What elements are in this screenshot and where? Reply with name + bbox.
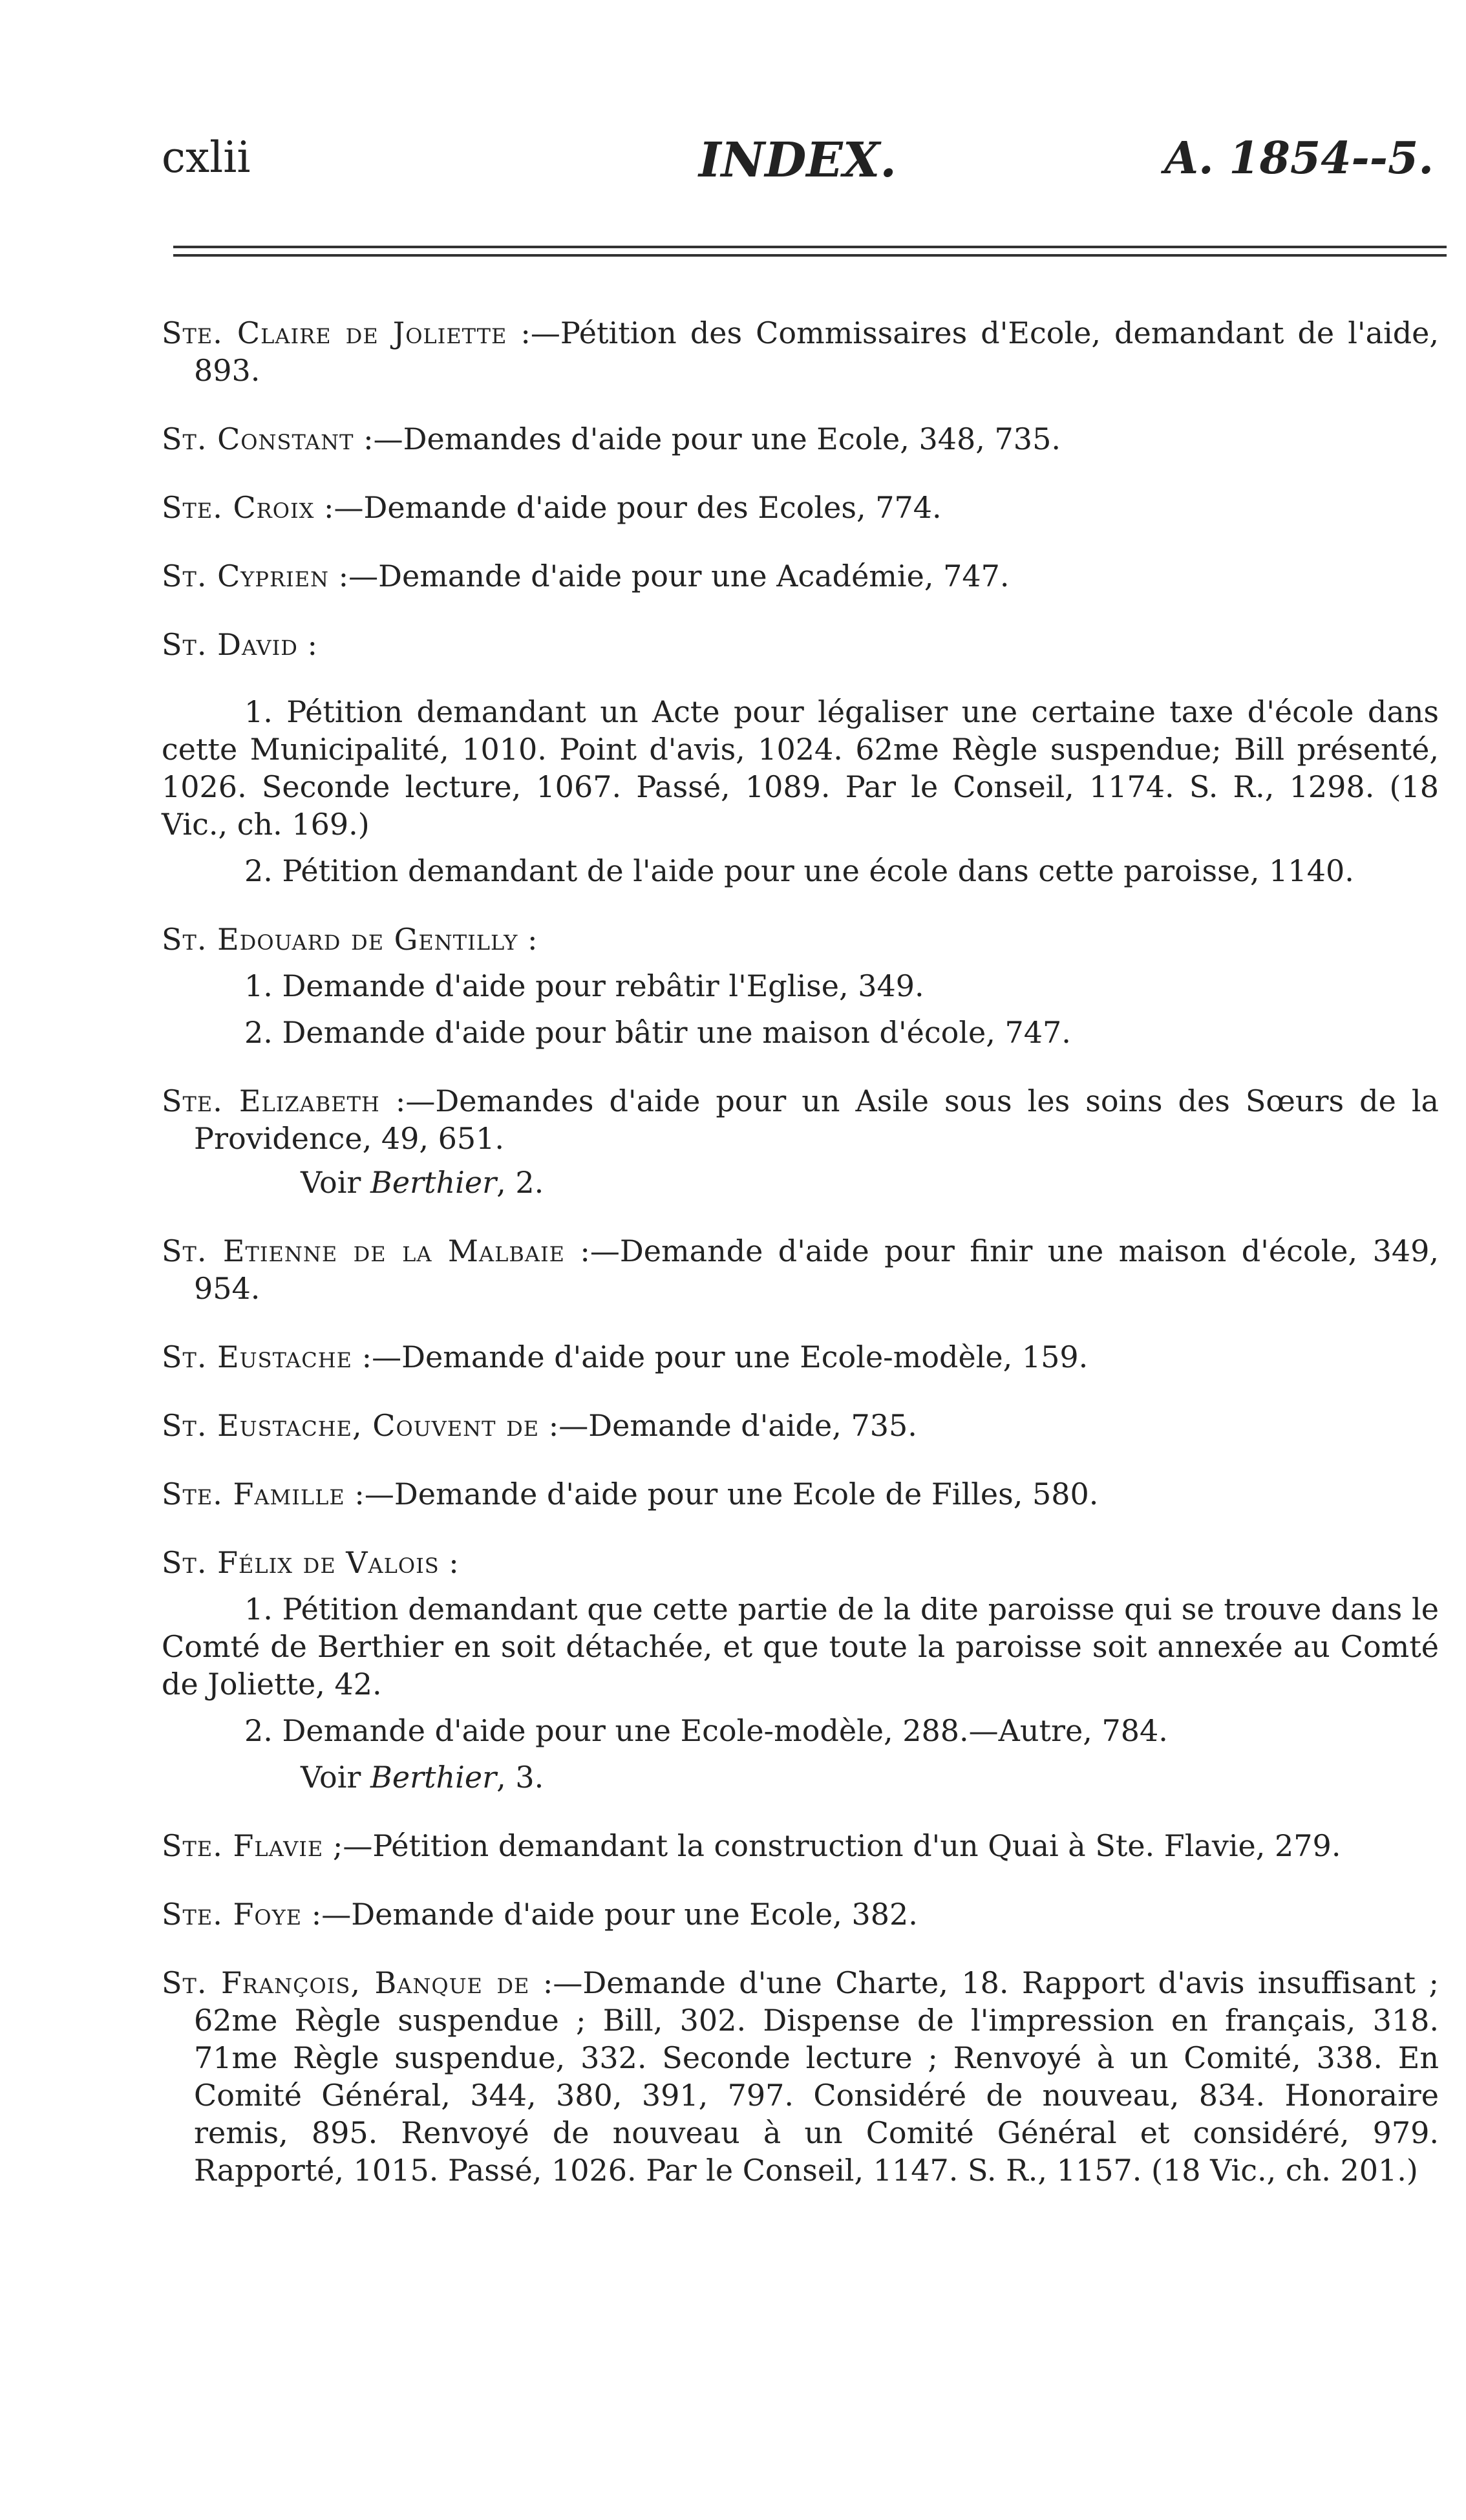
entry-text: :—Pétition des Commissaires d'Ecole, demandant de l'aide, 893. — [194, 315, 1439, 388]
index-entry — [162, 1338, 1439, 1376]
index-entry — [162, 1407, 1439, 1444]
index-entry — [162, 420, 1439, 458]
index-entry — [162, 1475, 1439, 1513]
entry-line — [162, 1082, 1439, 1157]
entry-item: 1. Pétition demandant que cette partie de la dite paroisse qui se trouve dans le Comté de Berthier en soit détachée, et que toute la paroisse soit annexée au Comté de Joliette, 42. — [162, 1592, 1439, 1702]
entry-text: :—Demande d'aide pour une Ecole, 382. — [302, 1897, 918, 1932]
entry-text: :—Demande d'aide pour finir une maison d'école, 349, 954. — [194, 1233, 1439, 1306]
entry-heading: Ste. Flavie — [162, 1828, 324, 1863]
entry-text: :—Demandes d'aide pour un Asile sous les soins des Sœurs de la Providence, 49, 651. — [194, 1084, 1439, 1156]
index-entry — [162, 557, 1439, 595]
entry-heading: Ste. Foye — [162, 1897, 303, 1932]
entry-heading-line — [162, 921, 1439, 958]
entry-text: :—Demande d'aide pour des Ecoles, 774. — [314, 490, 942, 525]
entry-heading: St. Constant — [162, 422, 354, 456]
index-entry — [162, 921, 1439, 1051]
page-header — [162, 133, 1434, 210]
header-rule-bottom — [173, 254, 1447, 257]
header-rule-top — [173, 246, 1447, 248]
entry-item: 2. Demande d'aide pour bâtir une maison d'école, 747. — [244, 1015, 1071, 1050]
entry-text: :—Demande d'aide pour une Académie, 747. — [329, 559, 1010, 593]
see-also: Voir Berthier, 3. — [301, 1760, 544, 1795]
entry-heading: St. Cyprien — [162, 559, 330, 593]
entry-heading: St. François, Banque de — [162, 1965, 530, 2000]
entry-text: :—Demande d'aide pour une Ecole-modèle, 159. — [352, 1340, 1089, 1374]
entry-heading-line — [162, 1544, 1439, 1581]
index-entry — [162, 1827, 1439, 1864]
entry-text: :—Demande d'aide, 735. — [539, 1408, 917, 1443]
entry-item: 1. Pétition demandant un Acte pour légaliser une certaine taxe d'école dans cette Municipalité, 1010. Point d'avis, 1024. 62me Règle suspendue; Bill présenté, 1026. Seconde lecture, 1067. Passé, 1089. Par le Conseil, 1174. S. R., 1298. (18 Vic., ch. 169.) — [162, 694, 1439, 842]
entry-text: :—Demande d'aide pour une Ecole de Filles, 580. — [345, 1477, 1099, 1511]
entry-text: :—Demandes d'aide pour une Ecole, 348, 735. — [354, 422, 1061, 456]
entry-item: 2. Demande d'aide pour une Ecole-modèle, 288.—Autre, 784. — [244, 1713, 1168, 1748]
entry-text: ;—Pétition demandant la construction d'un Quai à Ste. Flavie, 279. — [323, 1828, 1341, 1863]
entry-heading: St. Edouard de Gentilly — [162, 922, 518, 957]
index-entry — [162, 1232, 1439, 1307]
index-entry — [162, 626, 1439, 890]
index-entry — [162, 489, 1439, 526]
entry-heading: Ste. Croix — [162, 490, 315, 525]
entry-heading: Ste. Claire de Joliette — [162, 315, 507, 350]
entry-suffix: : — [439, 1545, 459, 1580]
entry-suffix: : — [518, 922, 538, 957]
see-also: Voir Berthier, 2. — [301, 1165, 544, 1200]
index-body — [162, 284, 1439, 2220]
entry-suffix: : — [297, 627, 318, 662]
see-also-ref: Berthier — [370, 1165, 497, 1200]
index-entry — [162, 1082, 1439, 1201]
index-entry — [162, 314, 1439, 389]
page-title: INDEX. — [698, 133, 897, 188]
index-entry — [162, 1895, 1439, 1933]
entry-item: 2. Pétition demandant de l'aide pour une école dans cette paroisse, 1140. — [244, 853, 1354, 888]
entry-heading: St. Etienne de la Malbaie — [162, 1233, 565, 1268]
index-entry — [162, 1544, 1439, 1796]
entry-heading: St. David — [162, 627, 298, 662]
entry-heading: St. Eustache, Couvent de — [162, 1408, 540, 1443]
see-also-ref: Berthier — [370, 1760, 497, 1795]
entry-heading: St. Félix de Valois — [162, 1545, 440, 1580]
page-number: cxlii — [162, 133, 251, 182]
entry-heading: Ste. Famille — [162, 1477, 345, 1511]
entry-heading: Ste. Elizabeth — [162, 1084, 380, 1118]
entry-text: :—Demande d'une Charte, 18. Rapport d'avis insuffisant ; 62me Règle suspendue ; Bill, 302. Dispense de l'impression en français, 318. 71me Règle suspendue, 332. Seconde lecture ; Renvoyé à un Comité, 338. En Comité Général, 344, 380, 391, 797. Considéré de nouveau, 834. Honoraire remis, 895. Renvoyé de nouveau à un Comité Général et considéré, 979. Rapporté, 1015. Passé, 1026. Par le Conseil, 1147. S. R., 1157. (18 Vic., ch. 201.) — [194, 1965, 1439, 2188]
session-year: A. 1854--5. — [1164, 133, 1434, 184]
entry-heading-line — [162, 626, 1439, 663]
index-entry — [162, 1964, 1439, 2189]
entry-heading: St. Eustache — [162, 1340, 353, 1374]
entry-item: 1. Demande d'aide pour rebâtir l'Eglise, 349. — [244, 968, 924, 1003]
